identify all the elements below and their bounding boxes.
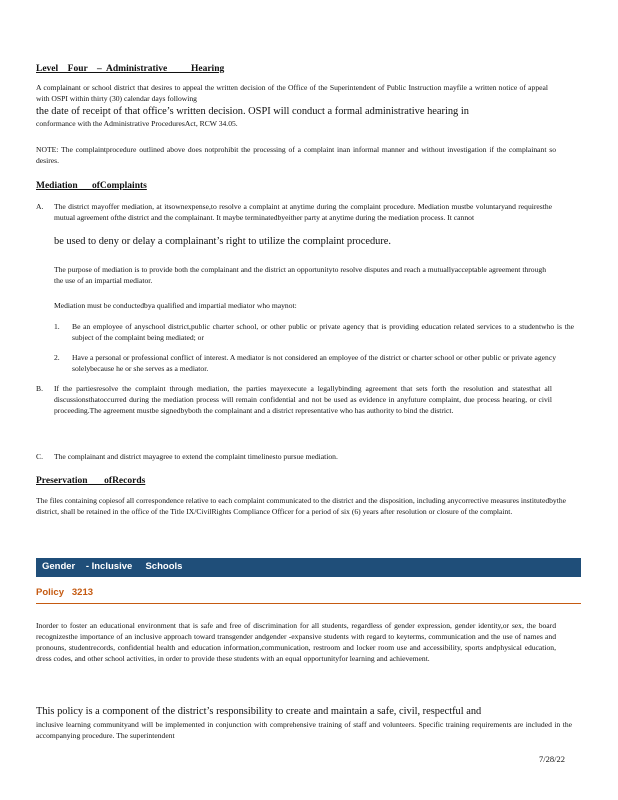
level-four-paragraph-a: A complainant or school district that desires to appeal the written decision of the Office of the Superintendent of Public Instruction mayfile a written notice of appeal with OSPI within thirty (30) calendar days following bbox=[36, 83, 548, 103]
item-marker-a: A. bbox=[36, 202, 44, 211]
mediation-heading: Mediation ofComplaints bbox=[36, 181, 147, 191]
policy-number: Policy 3213 bbox=[36, 587, 94, 598]
mediation-item-2: Have a personal or professional conflict of interest. A mediator is not considered an employee of the district or charter school or other public or private agency solelybecause he or she serves as a mediator. bbox=[72, 353, 556, 373]
mediation-item-1: Be an employee of anyschool district,public charter school, or other public or private agency that is providing education related services to a studentwho is the subject of the complaint being mediated; or bbox=[72, 322, 574, 342]
item-marker-2: 2. bbox=[54, 353, 60, 362]
item-marker-b: B. bbox=[36, 384, 43, 393]
banner-title: Gender - Inclusive Schools bbox=[42, 561, 183, 572]
level-four-paragraph-c: conformance with the Administrative ProceduresAct, RCW 34.05. bbox=[36, 119, 238, 128]
level-four-paragraph-b: the date of receipt of that office’s written decision. OSPI will conduct a formal administrative hearing in bbox=[36, 106, 469, 117]
mediation-paragraph-a: The district mayoffer mediation, at itsownexpense,to resolve a complaint at anytime during the complaint procedure. Mediation mustbe voluntaryand requiresthe mutual agreement ofthe district and the complainant. It maybe terminatedbyeither party at anytime during the mediation process. It cannot bbox=[54, 202, 552, 222]
gender-policy-paragraph-2: inclusive learning communityand will be implemented in conjunction with comprehensive training of staff and volunteers. Specific training requirements are included in the accompanying procedure. The superintendent bbox=[36, 720, 572, 740]
mediation-paragraph-b: If the partiesresolve the complaint through mediation, the parties mayexecute a legallybinding agreement that sets forth the resolution and statesthat all discussionsthatoccurred during the mediation process will remain confidential and not be used as evidence in anyfuture complaint, due process hearing, or civil proceeding.The agreement mustbe signedbyboth the complainant and a district representative who has authority to bind the district. bbox=[54, 384, 552, 415]
mediation-conducted: Mediation must be conductedbya qualified and impartial mediator who maynot: bbox=[54, 301, 297, 310]
item-marker-1: 1. bbox=[54, 322, 60, 331]
mediation-paragraph-a-big: be used to deny or delay a complainant’s right to utilize the complaint procedure. bbox=[54, 236, 392, 247]
mediation-paragraph-c: The complainant and district mayagree to extend the complaint timelinesto pursue mediation. bbox=[54, 452, 338, 461]
preservation-heading: Preservation ofRecords bbox=[36, 476, 146, 486]
level-four-note: NOTE: The complaintprocedure outlined above does notprohibit the processing of a complaint inan informal manner and without investigation if the complainant so desires. bbox=[36, 145, 556, 165]
mediation-purpose: The purpose of mediation is to provide both the complainant and the district an opportunityto resolve disputes and reach a mutuallyacceptable agreement through the use of an impartial mediator. bbox=[54, 265, 546, 285]
gender-inclusive-banner bbox=[36, 558, 581, 577]
policy-divider bbox=[36, 603, 581, 604]
footer-date: 7/28/22 bbox=[539, 754, 565, 764]
gender-policy-paragraph-2-big: This policy is a component of the district’s responsibility to create and maintain a safe, civil, respectful and bbox=[36, 706, 482, 717]
gender-policy-paragraph-1: Inorder to foster an educational environment that is safe and free of discrimination for all students, regardless of gender expression, gender identity,or sex, the board recognizesthe importance of an inclusive approach toward transgender andgender -expansive students with regard to keyterms, communication and the use of names and pronouns, studentrecords, confidential health and education information,communication, restroom and locker room use and accessibility, sports andphysical education, dress codes, and other school activities, in order to provide these students with an equal opportunityfor learning and achievement. bbox=[36, 621, 556, 663]
preservation-paragraph: The files containing copiesof all correspondence relative to each complaint communicated to the district and the disposition, including anycorrective measures institutedbythe district, shall be retained in the office of the Title IX/CivilRights Compliance Officer for a period of six (6) years after resolution or closure of the complaint. bbox=[36, 496, 566, 516]
item-marker-c: C. bbox=[36, 452, 43, 461]
level-four-heading: Level Four – Administrative Hearing bbox=[36, 64, 225, 74]
